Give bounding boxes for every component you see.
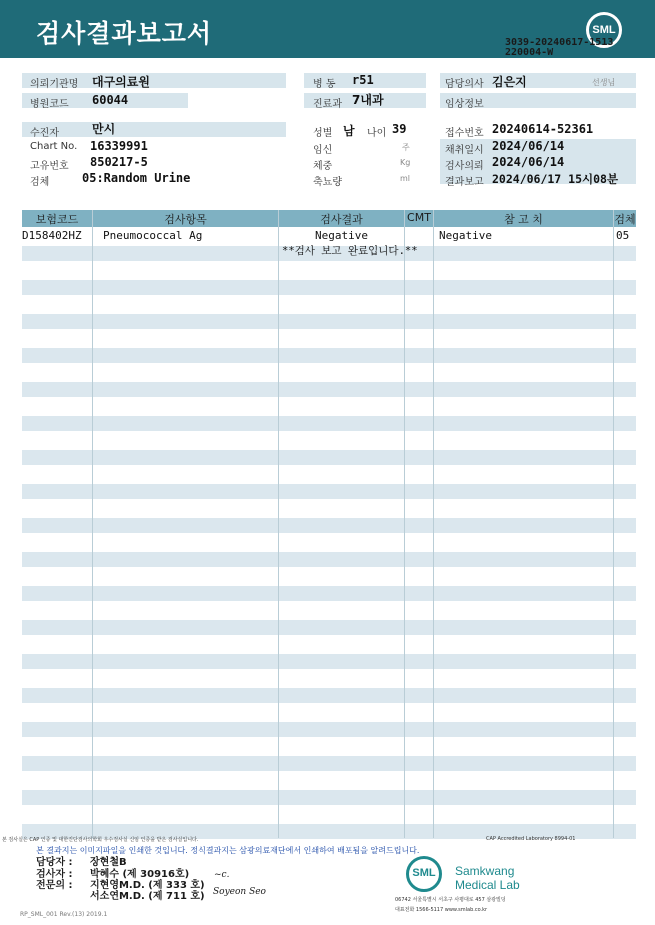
sml-logo-text: SML bbox=[592, 24, 616, 36]
row-test-item: Pneumococcal Ag bbox=[103, 229, 203, 242]
table-row-band bbox=[22, 314, 636, 329]
clinical-info-label: 임상정보 bbox=[445, 99, 484, 110]
info-band bbox=[22, 122, 286, 137]
staff-name: 지현영M.D. (제 333 호) bbox=[90, 880, 205, 891]
requested-label: 검사의뢰 bbox=[445, 161, 484, 172]
header-cmt: CMT bbox=[407, 211, 431, 224]
row-insurance-code: D158402HZ bbox=[22, 229, 82, 242]
handwritten-signature: ~c. bbox=[214, 870, 230, 880]
row-reference: Negative bbox=[439, 229, 492, 242]
reported-value: 2024/06/17 15시08분 bbox=[492, 172, 619, 186]
staff-role: 담당자 : bbox=[36, 857, 73, 868]
table-row-band bbox=[22, 484, 636, 499]
specimen-value: 05:Random Urine bbox=[82, 171, 191, 185]
lab-name-line2: Medical Lab bbox=[455, 878, 520, 892]
age-value: 39 bbox=[392, 122, 407, 136]
pregnancy-unit: 주 bbox=[402, 143, 410, 152]
id-value: 850217-5 bbox=[90, 155, 148, 169]
document-number-suffix: 220004-W bbox=[505, 47, 554, 58]
row-test-result: Negative bbox=[315, 229, 368, 242]
ward-label: 병 동 bbox=[313, 79, 336, 90]
specimen-label: 검체 bbox=[30, 177, 50, 188]
collected-value: 2024/06/14 bbox=[492, 139, 565, 153]
weight-label: 체중 bbox=[313, 161, 333, 172]
institution-value: 대구의료원 bbox=[92, 75, 150, 89]
samkwang-logo bbox=[406, 856, 442, 892]
hospital-code-value: 60044 bbox=[92, 93, 129, 107]
accession-value: 20240614-52361 bbox=[492, 122, 594, 136]
staff-role: 전문의 : bbox=[36, 880, 73, 891]
dept-value: 7내과 bbox=[352, 93, 384, 107]
lab-name-line1: Samkwang bbox=[455, 864, 515, 878]
printout-notice: 본 결과지는 이미지파일을 인쇄한 것입니다. 정식결과지는 삼광의료재단에서 인쇄하여 배포됨을 알려드립니다. bbox=[36, 846, 420, 855]
staff-name: 박혜수 (제 30916호) bbox=[90, 869, 190, 880]
accession-label: 접수번호 bbox=[445, 128, 484, 139]
staff-name: 서소연M.D. (제 711 호) bbox=[90, 891, 205, 902]
id-label: 고유번호 bbox=[30, 161, 69, 172]
certification-note: 본 검사실은 CAP 인증 및 대한진단검사의학회 우수검사실 신임 인증을 받은 검사실입니다. bbox=[2, 837, 199, 843]
lab-contact: 대표전화 1566-5117 www.smlab.co.kr bbox=[395, 907, 488, 913]
ward-value: r51 bbox=[352, 73, 374, 87]
column-divider bbox=[613, 210, 614, 838]
table-row-band bbox=[22, 756, 636, 771]
sex-label: 성별 bbox=[313, 128, 333, 139]
column-divider bbox=[278, 210, 279, 838]
table-row-band bbox=[22, 450, 636, 465]
dept-label: 진료과 bbox=[313, 99, 342, 110]
institution-label: 의뢰기관명 bbox=[30, 79, 79, 90]
chart-label: Chart No. bbox=[30, 141, 78, 152]
form-number: RP_SML_001 Rev.(13) 2019.1 bbox=[20, 911, 108, 918]
age-label: 나이 bbox=[367, 128, 387, 139]
urine-volume-label: 축뇨량 bbox=[313, 177, 342, 188]
table-row-band bbox=[22, 382, 636, 397]
table-row-band bbox=[22, 518, 636, 533]
patient-value: 만시 bbox=[92, 122, 116, 136]
collected-label: 채취일시 bbox=[445, 145, 484, 156]
cap-accreditation: CAP Accredited Laboratory 8994-01 bbox=[486, 836, 576, 842]
table-row-band bbox=[22, 654, 636, 669]
column-divider bbox=[433, 210, 434, 838]
report-title: 검사결과보고서 bbox=[36, 19, 213, 48]
pregnancy-label: 임신 bbox=[313, 145, 333, 156]
patient-label: 수진자 bbox=[30, 128, 59, 139]
doctor-suffix: 선생님 bbox=[592, 78, 616, 87]
column-divider bbox=[92, 210, 93, 838]
header-insurance-code: 보험코드 bbox=[35, 213, 79, 226]
urine-volume-unit: ml bbox=[400, 174, 411, 183]
column-divider bbox=[404, 210, 405, 838]
doctor-value: 김은지 bbox=[492, 75, 527, 89]
table-row-band bbox=[22, 416, 636, 431]
table-row-band bbox=[22, 790, 636, 805]
table-row-band bbox=[22, 280, 636, 295]
requested-value: 2024/06/14 bbox=[492, 155, 565, 169]
document-number: 3039-20240617-1513 bbox=[505, 37, 614, 48]
weight-unit: Kg bbox=[400, 158, 411, 167]
header-test-result: 검사결과 bbox=[320, 213, 363, 226]
table-row-band bbox=[22, 552, 636, 567]
samkwang-logo-text: SML bbox=[412, 867, 436, 879]
header-reference: 참 고 치 bbox=[504, 213, 543, 226]
table-row-band bbox=[22, 688, 636, 703]
table-row-band bbox=[22, 620, 636, 635]
table-row-band bbox=[22, 586, 636, 601]
chart-value: 16339991 bbox=[90, 139, 148, 153]
report-complete-note: **검사 보고 완료입니다.** bbox=[282, 245, 418, 257]
hospital-code-label: 병원코드 bbox=[30, 99, 69, 110]
staff-role: 검사자 : bbox=[36, 869, 73, 880]
header-specimen: 검체 bbox=[614, 213, 636, 226]
handwritten-signature: Soyeon Seo bbox=[213, 887, 266, 897]
row-specimen: 05 bbox=[616, 229, 630, 242]
sex-value: 남 bbox=[343, 124, 355, 138]
lab-address: 06742 서울특별시 서초구 사평대로 457 삼광빌딩 bbox=[395, 897, 506, 903]
staff-name: 장현철B bbox=[90, 857, 127, 868]
reported-label: 결과보고 bbox=[445, 177, 484, 188]
doctor-label: 담당의사 bbox=[445, 79, 484, 90]
table-row-band bbox=[22, 348, 636, 363]
table-row-band bbox=[22, 722, 636, 737]
header-test-item: 검사항목 bbox=[164, 213, 207, 226]
